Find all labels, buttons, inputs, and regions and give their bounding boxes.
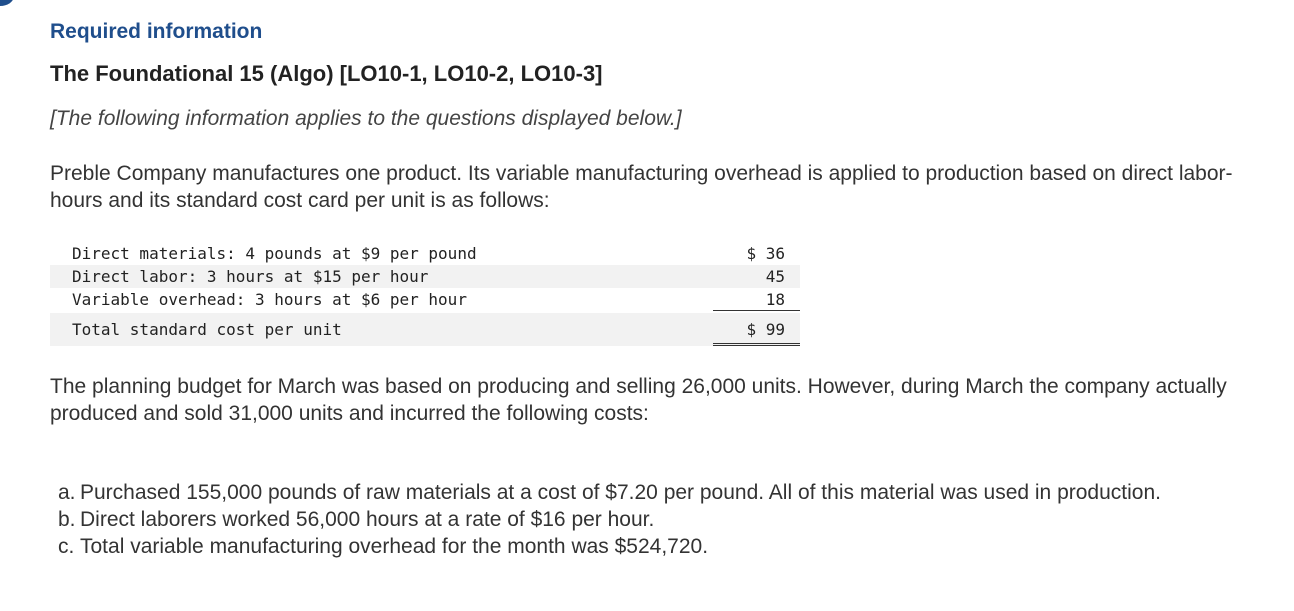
applies-note: [The following information applies to the questions displayed below.]	[50, 107, 682, 130]
cost-row-label: Direct materials: 4 pounds at $9 per pound	[72, 244, 477, 263]
cost-row-amount: 18	[765, 290, 785, 309]
list-item-text: Direct laborers worked 56,000 hours at a rate of $16 per hour.	[80, 508, 655, 531]
required-info-heading: Required information	[50, 20, 263, 43]
list-item	[58, 506, 1258, 533]
problem-title: The Foundational 15 (Algo) [LO10-1, LO10-2, LO10-3]	[50, 61, 603, 86]
cost-row-direct-materials	[50, 242, 800, 265]
budget-paragraph: The planning budget for March was based on producing and selling 26,000 units. However, during March the company actually produced and sold 31,000 units and incurred the following costs:	[50, 375, 1227, 425]
cost-row-label: Variable overhead: 3 hours at $6 per hour	[72, 290, 467, 309]
list-marker: b.	[58, 508, 76, 531]
list-item	[58, 533, 1258, 560]
cost-row-direct-labor	[50, 265, 800, 288]
cost-row-total	[50, 313, 800, 346]
total-label: Total standard cost per unit	[72, 320, 342, 339]
cost-row-amount: 45	[765, 267, 785, 286]
list-marker: c.	[58, 535, 75, 558]
cost-items-list	[58, 479, 1258, 560]
cost-row-variable-overhead	[50, 288, 800, 311]
intro-paragraph: Preble Company manufactures one product. Its variable manufacturing overhead is applied to production based on direct labor-hours and its standard cost card per unit is as follows:	[50, 162, 1233, 212]
total-amount: $ 99	[746, 320, 785, 339]
cost-row-amount: $ 36	[746, 244, 785, 263]
corner-badge	[0, 0, 14, 6]
list-marker: a.	[58, 481, 76, 504]
list-item-text: Purchased 155,000 pounds of raw materials at a cost of $7.20 per pound. All of this material was used in production.	[80, 481, 1161, 504]
list-item-text: Total variable manufacturing overhead for the month was $524,720.	[80, 535, 709, 558]
list-item	[58, 479, 1258, 506]
subtotal-underline	[713, 288, 800, 311]
standard-cost-card	[50, 242, 800, 346]
cost-row-label: Direct labor: 3 hours at $15 per hour	[72, 267, 429, 286]
